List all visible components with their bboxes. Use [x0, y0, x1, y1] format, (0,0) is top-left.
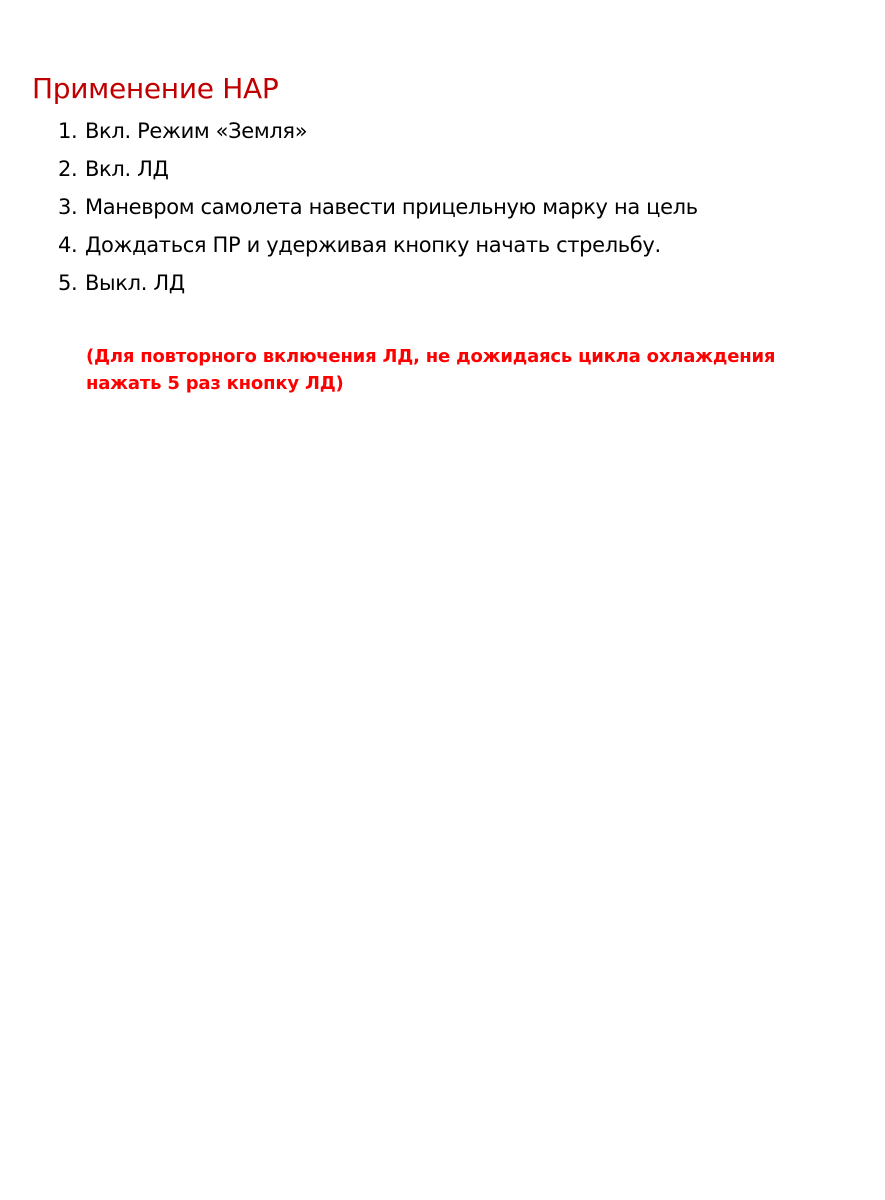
- note-text: [86, 343, 846, 397]
- step-number: 1.: [58, 119, 78, 143]
- step-text: Вкл. Режим «Земля»: [85, 119, 308, 143]
- list-item: [58, 114, 858, 152]
- page-title: Применение НАР: [32, 72, 279, 105]
- step-number: 5.: [58, 271, 78, 295]
- step-number: 2.: [58, 157, 78, 181]
- list-item: [58, 152, 858, 190]
- step-number: 3.: [58, 195, 78, 219]
- step-number: 4.: [58, 233, 78, 257]
- list-item: [58, 266, 858, 304]
- step-text: Вкл. ЛД: [85, 157, 169, 181]
- note-line-2: нажать 5 раз кнопку ЛД): [86, 373, 344, 394]
- step-text: Выкл. ЛД: [85, 271, 185, 295]
- list-item: [58, 228, 858, 266]
- step-text: Маневром самолета навести прицельную марку на цель: [85, 195, 698, 219]
- list-item: [58, 190, 858, 228]
- step-text: Дождаться ПР и удерживая кнопку начать стрельбу.: [85, 233, 661, 257]
- note-line-1: (Для повторного включения ЛД, не дожидаясь цикла охлаждения: [86, 346, 776, 367]
- steps-list: [58, 114, 858, 304]
